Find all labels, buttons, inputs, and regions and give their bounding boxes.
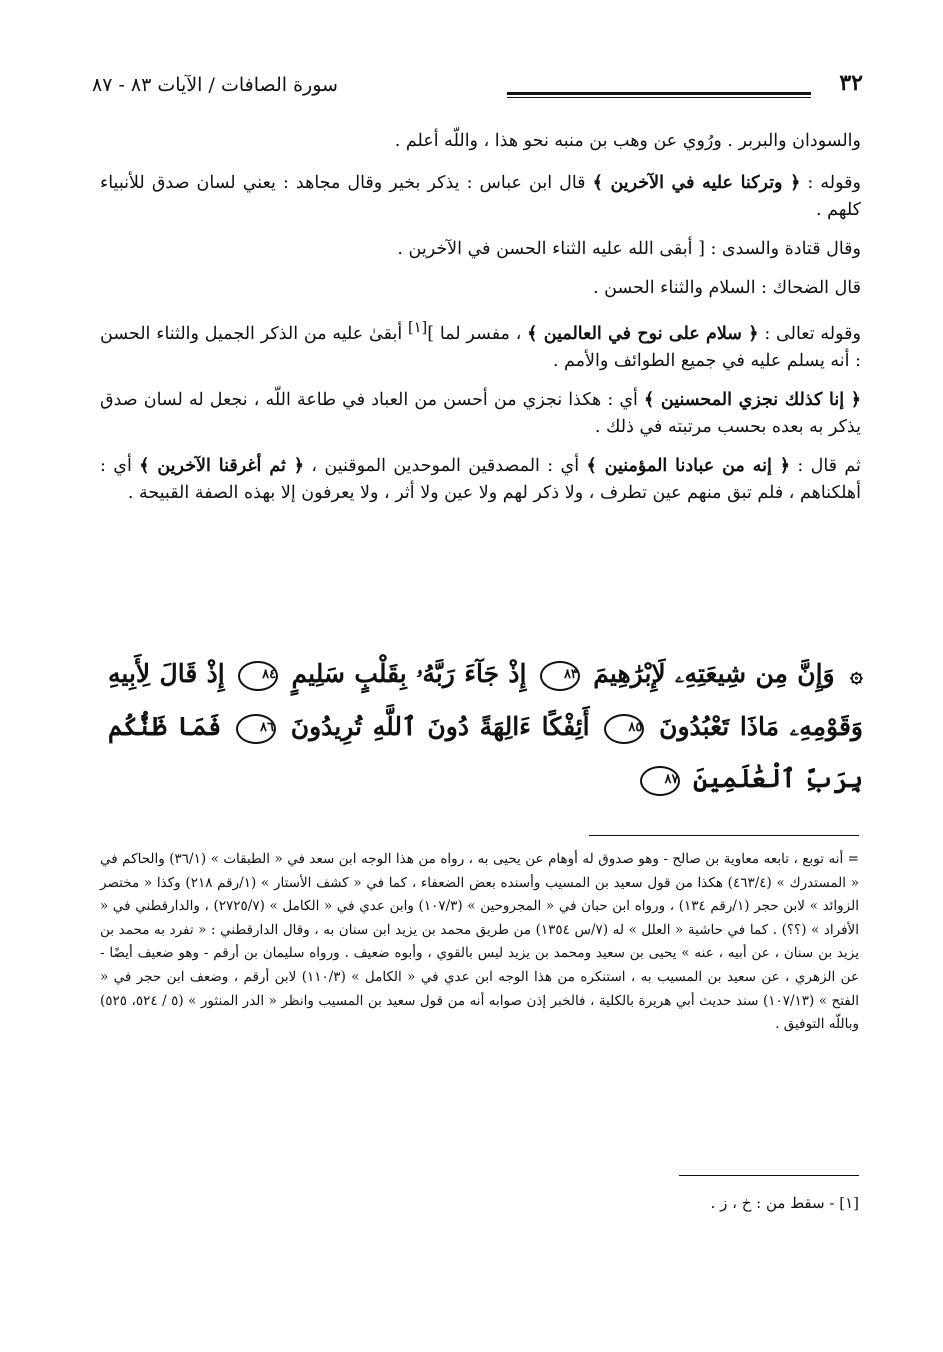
p7-mid: أي : المصدقين الموحدين الموقنين ،: [311, 455, 580, 476]
p2-quote: ﴿ وتركنا عليه في الآخرين ﴾: [592, 173, 801, 193]
p5-rest2: أبقىٰ عليه من الذكر الجميل والثناء الحسن : أنه يسلم عليه في جميع الطوائف والأمم .: [100, 323, 861, 371]
paragraph-6: [100, 387, 861, 441]
footnote-1-mark: [١] -: [829, 1194, 859, 1212]
verse-number-84: ٨٤: [238, 661, 278, 691]
verse-86-text: أَئِفْكًا ءَالِهَةً دُونَ ٱللَّهِ تُرِيدُونَ: [290, 712, 590, 741]
p7-rest: أي : أهلكناهم ، فلم تبق منهم عين تطرف ، ولا ذكر لهم ولا عين ولا أثر ، ولا يعرفون إلا بهذه الصفة القبيحة .: [100, 455, 861, 503]
p6-quote: ﴿ إنا كذلك نجزي المحسنين ﴾: [644, 389, 861, 410]
paragraph-7: [100, 453, 861, 507]
p5-prefix: وقوله تعالى :: [764, 323, 861, 344]
footnote-1-text: سقط من : خ ، ز .: [710, 1194, 825, 1212]
verse-85-text: إِذْ قَالَ لِأَبِيهِ وَقَوْمِهِۦ مَاذَا تَعْبُدُونَ: [108, 659, 863, 741]
verse-number-87: ٨٧: [640, 766, 680, 796]
p5-quote: ﴿ سلام على نوح في العالمين ﴾: [527, 323, 759, 344]
verse-number-85: ٨٥: [604, 714, 644, 744]
verse-84-text: إِذْ جَآءَ رَبَّهُۥ بِقَلْبٍ سَلِيمٍ: [291, 659, 527, 688]
running-title: سورة الصافات / الآيات ٨٣ - ٨٧: [92, 74, 338, 96]
header-rule: [507, 92, 811, 95]
footnote-separator-2: [679, 1175, 859, 1176]
verse-number-86: ٨٦: [236, 714, 276, 744]
verse-number-83: ٨٣: [540, 661, 580, 691]
page-number: ٣٢: [839, 70, 863, 96]
footnote-ref: [١]: [408, 319, 428, 336]
p7-quote1: ﴿ إنه من عبادنا المؤمنين ﴾: [586, 455, 790, 476]
main-text: [100, 128, 861, 519]
footnote-continued: = أنه توبع ، تابعه معاوية بن صالح - وهو صدوق له أوهام عن يحيى به ، رواه من هذا الوجه ابن سعد في « الطبقات » (٣٦/١) والحاكم في « المستدرك » (٤٦٣/٤) هكذا من قول سعيد بن المسيب وأسنده بعض الضعفاء ، كما في « كشف الأستار » (١/رقم ٢١٨) وكذا « مختصر الزوائد » لابن حجر (١/رقم ١٣٤) ، ورواه ابن حبان في « المجروحين » (١٠٧/٣) وابن عدي في « الكامل » (٢٧٢٥/٧) ، والدارقطني في « الأفراد » (؟؟) . كما في حاشية « العلل » له (٧/س ١٣٥٤) من طريق محمد بن يزيد ابن سنان به ، وقال الدارقطني : « تفرد به محمد بن يزيد بن سنان ، عن أبيه ، عنه » يحيى بن سعيد ومحمد بن يزيد ليس بالقوي ، وأبوه ضعيف . ورواه سليمان بن أرقم - وهو ضعيف أيضًا - عن الزهري ، عن سعيد بن المسيب به ، استنكره من هذا الوجه ابن عدي في « الكامل » (١١٠/٣) لابن أرقم ، وضعف ابن حجر في « الفتح » (١٠٧/١٣) سند حديث أبي هريرة بالكلية ، فالخبر إذن صوابه أنه من قول سعيد بن المسيب وانظر « الدر المنثور » (٥ / ٥٢٤، ٥٢٥) وباللّه التوفيق .: [100, 851, 860, 1033]
p2-rest: قال ابن عباس : يذكر بخير وقال مجاهد : يعني لسان صدق للأنبياء كلهم .: [100, 173, 861, 220]
hizb-star-icon: ۞: [850, 662, 863, 688]
p7-prefix: ثم قال :: [797, 455, 861, 476]
quran-verses: [108, 648, 863, 805]
footnote-separator: [589, 835, 859, 836]
paragraph-4: قال الضحاك : السلام والثناء الحسن .: [593, 278, 861, 298]
paragraph-3: وقال قتادة والسدى : [ أبقى الله عليه الثناء الحسن في الآخرين .: [397, 239, 861, 259]
verse-83-text: وَإِنَّ مِن شِيعَتِهِۦ لَإِبْرَٰهِيمَ: [593, 659, 835, 688]
paragraph-2: [100, 170, 861, 224]
paragraph-5: [100, 314, 861, 375]
p2-prefix: وقوله :: [807, 173, 861, 193]
p5-rest: ، مفسر لما ]: [427, 323, 522, 344]
p7-quote2: ﴿ ثم أغرقنا الآخرين ﴾: [139, 455, 304, 476]
header-rule-thin: [507, 97, 811, 98]
p6-rest: أي : هكذا نجزي من أحسن من العباد في طاعة اللّه ، نجعل له لسان صدق يذكر به بعده بحسب مرتبته في ذلك .: [100, 389, 861, 437]
page-header: [92, 70, 863, 110]
verse-87-text: فَمَا ظَنُّكُم بِرَبِّ ٱلْعَٰلَمِينَ: [108, 712, 863, 793]
paragraph-1: والسودان والبربر . ورُوي عن وهب بن منبه نحو هذا ، واللّه أعلم .: [394, 131, 861, 151]
footnote-1: [400, 1190, 859, 1216]
